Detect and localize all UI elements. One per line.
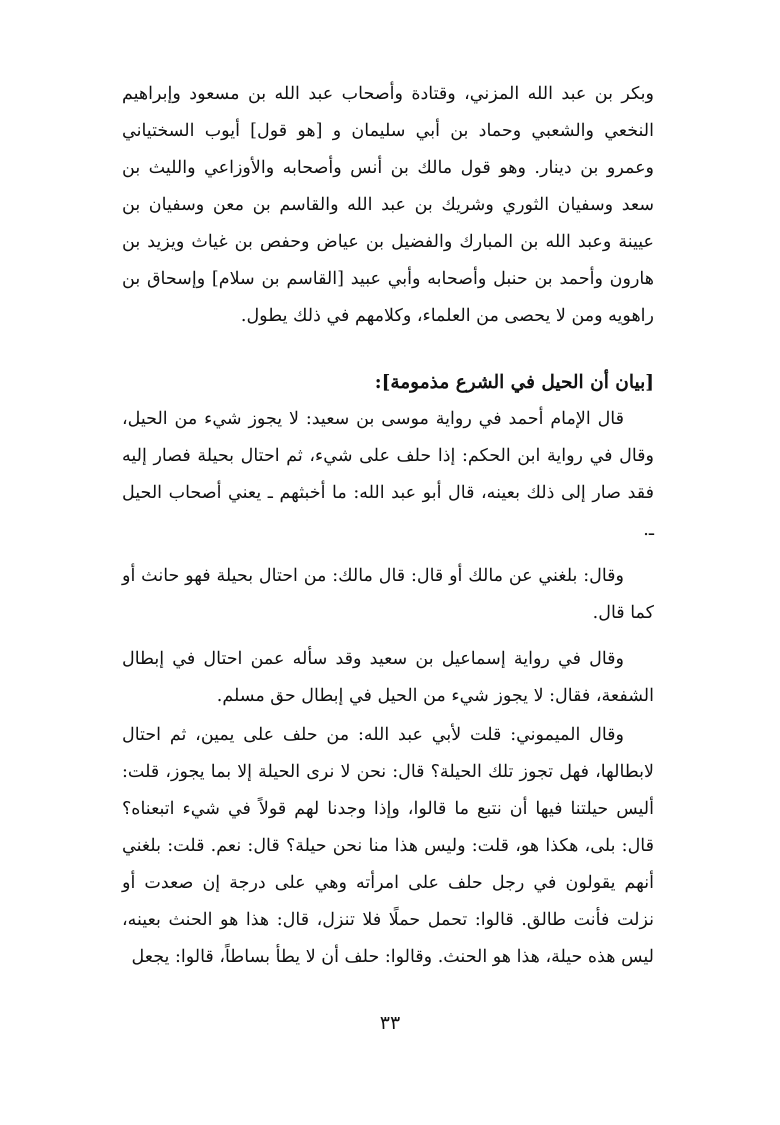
paragraph-ahmad-narration	[122, 401, 654, 549]
paragraph-1-text: قال الإمام أحمد في رواية موسى بن سعيد: لا يجوز شيء من الحيل، وقال في رواية ابن الحكم: إذا حلف على شيء، ثم احتال بحيلة فصار إليه فقد صار إلى ذلك بعينه، قال أبو عبد الله: ما أخبثهم ـ يعني أصحاب الحيل ـ.	[122, 409, 654, 540]
paragraph-ismail-narration	[122, 641, 654, 715]
paragraph-4-text: وقال الميموني: قلت لأبي عبد الله: من حلف على يمين، ثم احتال لابطالها، فهل تجوز تلك الحيلة؟ قال: نحن لا نرى الحيلة إلا بما يجوز، قلت: أليس حيلتنا فيها أن نتبع ما قالوا، وإذا وجدنا لهم قولاً في شيء اتبعناه؟ قال: بلى، هكذا هو، قلت: وليس هذا منا نحن حيلة؟ قال: نعم. قلت: بلغني أنهم يقولون في رجل حلف على امرأته وهي على درجة إن صعدت أو نزلت فأنت طالق. قالوا: تحمل حملًا فلا تنزل، قال: هذا هو الحنث بعينه، ليس هذه حيلة، هذا هو الحنث. وقالوا: حلف أن لا يطأ بساطاً، قالوا: يجعل	[122, 725, 654, 967]
paragraph-malik-narration	[122, 558, 654, 632]
section-heading: [بيان أن الحيل في الشرع مذمومة]:	[374, 372, 654, 393]
page-number: ٣٣	[379, 1012, 401, 1034]
intro-paragraph-text: وبكر بن عبد الله المزني، وقتادة وأصحاب عبد الله بن مسعود وإبراهيم النخعي والشعبي وحماد بن أبي سليمان و [هو قول] أيوب السختياني وعمرو بن دينار. وهو قول مالك بن أنس وأصحابه والأوزاعي والليث بن سعد وسفيان الثوري وشريك بن عبد الله والقاسم بن معن وسفيان بن عيينة وعبد الله بن المبارك والفضيل بن عياض وحفص بن غياث ويزيد بن هارون وأحمد بن حنبل وأصحابه وأبي عبيد [القاسم بن سلام] وإسحاق بن راهويه ومن لا يحصى من العلماء، وكلامهم في ذلك يطول.	[122, 84, 654, 326]
paragraph-3-text: وقال في رواية إسماعيل بن سعيد وقد سأله عمن احتال في إبطال الشفعة، فقال: لا يجوز شيء من الحيل في إبطال حق مسلم.	[122, 649, 654, 706]
paragraph-2-text: وقال: بلغني عن مالك أو قال: قال مالك: من احتال بحيلة فهو حانث أو كما قال.	[122, 566, 654, 623]
paragraph-maymuni-narration	[122, 717, 654, 976]
intro-paragraph	[122, 76, 654, 335]
